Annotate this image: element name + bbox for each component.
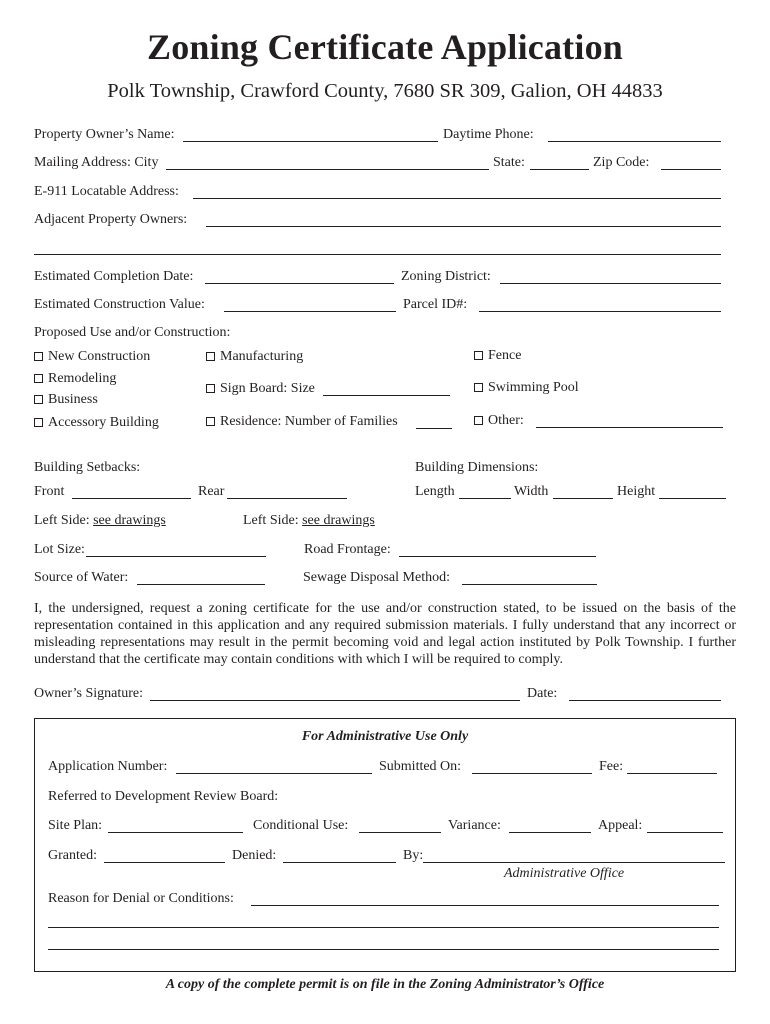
reason-field[interactable] <box>251 905 719 906</box>
lot-size-field[interactable] <box>86 556 266 557</box>
owner-name-field[interactable] <box>183 141 438 142</box>
state-field[interactable] <box>530 169 589 170</box>
signature-field[interactable] <box>150 700 520 701</box>
other-use-field[interactable] <box>536 427 723 428</box>
rear-field[interactable] <box>227 498 347 499</box>
completion-date-field[interactable] <box>205 283 394 284</box>
use-fence[interactable]: Fence <box>474 348 521 364</box>
construction-value-field[interactable] <box>224 311 396 312</box>
use-remodeling[interactable]: Remodeling <box>34 371 116 387</box>
front-field[interactable] <box>72 498 191 499</box>
width-label: Width <box>514 484 549 499</box>
checkbox-icon[interactable] <box>206 352 215 361</box>
front-label: Front <box>34 484 65 499</box>
daytime-phone-label: Daytime Phone: <box>443 127 534 142</box>
use-residence[interactable]: Residence: Number of Families <box>206 414 398 430</box>
construction-value-label: Estimated Construction Value: <box>34 297 205 312</box>
length-label: Length <box>415 484 455 499</box>
adjacent-owners-field[interactable] <box>206 226 721 227</box>
checkbox-icon[interactable] <box>474 416 483 425</box>
setbacks-heading: Building Setbacks: <box>34 460 141 475</box>
left-side-2: Left Side: see drawings <box>243 513 375 528</box>
completion-date-label: Estimated Completion Date: <box>34 269 194 284</box>
sewage-label: Sewage Disposal Method: <box>303 570 450 585</box>
appeal-field[interactable] <box>647 832 723 833</box>
checkbox-icon[interactable] <box>34 418 43 427</box>
road-frontage-field[interactable] <box>399 556 596 557</box>
height-label: Height <box>617 484 656 499</box>
owner-name-label: Property Owner’s Name: <box>34 127 175 142</box>
proposed-use-label: Proposed Use and/or Construction: <box>34 325 231 340</box>
declaration-text: I, the undersigned, request a zoning certificate for the use and/or construction stated, to be issued on the basis of the representation contained in this application and any required submission materials. I fully understand that any incorrect or misleading representations may result in the permit becoming void and legal action instituted by Polk Township. I further understand that the certificate may contain conditions with which I will be required to comply. <box>34 601 736 667</box>
footer-note: A copy of the complete permit is on file in the Zoning Administrator’s Office <box>165 977 605 992</box>
water-source-field[interactable] <box>137 584 265 585</box>
left-side-1-value: see drawings <box>93 513 166 528</box>
mailing-address-label: Mailing Address: City <box>34 155 159 170</box>
checkbox-icon[interactable] <box>206 384 215 393</box>
zoning-district-label: Zoning District: <box>401 269 491 284</box>
referred-label: Referred to Development Review Board: <box>48 789 279 804</box>
conditional-use-field[interactable] <box>359 832 441 833</box>
number-of-families-field[interactable] <box>416 428 452 429</box>
parcel-id-field[interactable] <box>479 311 721 312</box>
admin-box <box>34 718 736 972</box>
reason-label: Reason for Denial or Conditions: <box>48 891 234 906</box>
use-business[interactable]: Business <box>34 392 98 408</box>
fee-field[interactable] <box>627 773 717 774</box>
length-field[interactable] <box>459 498 511 499</box>
by-field[interactable] <box>423 862 725 863</box>
zip-label: Zip Code: <box>593 155 650 170</box>
granted-field[interactable] <box>104 862 225 863</box>
date-label: Date: <box>527 686 558 701</box>
admin-office-caption: Administrative Office <box>504 866 625 881</box>
use-manufacturing[interactable]: Manufacturing <box>206 349 303 365</box>
application-number-label: Application Number: <box>48 759 168 774</box>
checkbox-icon[interactable] <box>34 395 43 404</box>
checkbox-icon[interactable] <box>206 417 215 426</box>
use-accessory-building[interactable]: Accessory Building <box>34 415 159 431</box>
reason-field-2[interactable] <box>48 927 719 928</box>
height-field[interactable] <box>659 498 726 499</box>
e911-label: E-911 Locatable Address: <box>34 184 179 199</box>
width-field[interactable] <box>553 498 613 499</box>
date-field[interactable] <box>569 700 721 701</box>
fee-label: Fee: <box>599 759 624 774</box>
appeal-label: Appeal: <box>598 818 643 833</box>
parcel-id-label: Parcel ID#: <box>403 297 468 312</box>
e911-field[interactable] <box>193 198 721 199</box>
daytime-phone-field[interactable] <box>548 141 721 142</box>
adjacent-owners-field-2[interactable] <box>34 254 721 255</box>
checkbox-icon[interactable] <box>474 351 483 360</box>
sewage-field[interactable] <box>462 584 597 585</box>
application-number-field[interactable] <box>176 773 372 774</box>
submitted-on-label: Submitted On: <box>379 759 462 774</box>
rear-label: Rear <box>198 484 225 499</box>
state-label: State: <box>493 155 525 170</box>
site-plan-label: Site Plan: <box>48 818 103 833</box>
denied-field[interactable] <box>283 862 396 863</box>
sign-size-field[interactable] <box>323 395 450 396</box>
page-title: Zoning Certificate Application <box>147 27 623 67</box>
by-label: By: <box>403 848 424 863</box>
use-new-construction[interactable]: New Construction <box>34 349 150 365</box>
mailing-city-field[interactable] <box>166 169 489 170</box>
checkbox-icon[interactable] <box>34 352 43 361</box>
denied-label: Denied: <box>232 848 277 863</box>
road-frontage-label: Road Frontage: <box>304 542 391 557</box>
lot-size-label: Lot Size: <box>34 542 85 557</box>
site-plan-field[interactable] <box>108 832 243 833</box>
signature-label: Owner’s Signature: <box>34 686 143 701</box>
variance-label: Variance: <box>448 818 501 833</box>
submitted-on-field[interactable] <box>472 773 592 774</box>
page-subtitle: Polk Township, Crawford County, 7680 SR 309, Galion, OH 44833 <box>107 80 663 102</box>
dimensions-heading: Building Dimensions: <box>415 460 539 475</box>
adjacent-owners-label: Adjacent Property Owners: <box>34 212 188 227</box>
use-sign-board[interactable]: Sign Board: Size <box>206 381 315 397</box>
variance-field[interactable] <box>509 832 591 833</box>
checkbox-icon[interactable] <box>474 383 483 392</box>
admin-heading: For Administrative Use Only <box>301 729 469 744</box>
use-other[interactable]: Other: <box>474 413 524 429</box>
left-side-2-value: see drawings <box>302 513 375 528</box>
reason-field-3[interactable] <box>48 949 719 950</box>
zoning-district-field[interactable] <box>500 283 721 284</box>
checkbox-icon[interactable] <box>34 374 43 383</box>
water-source-label: Source of Water: <box>34 570 129 585</box>
use-swimming-pool[interactable]: Swimming Pool <box>474 380 579 396</box>
zip-field[interactable] <box>661 169 721 170</box>
left-side-1: Left Side: see drawings <box>34 513 166 528</box>
granted-label: Granted: <box>48 848 97 863</box>
conditional-use-label: Conditional Use: <box>253 818 349 833</box>
